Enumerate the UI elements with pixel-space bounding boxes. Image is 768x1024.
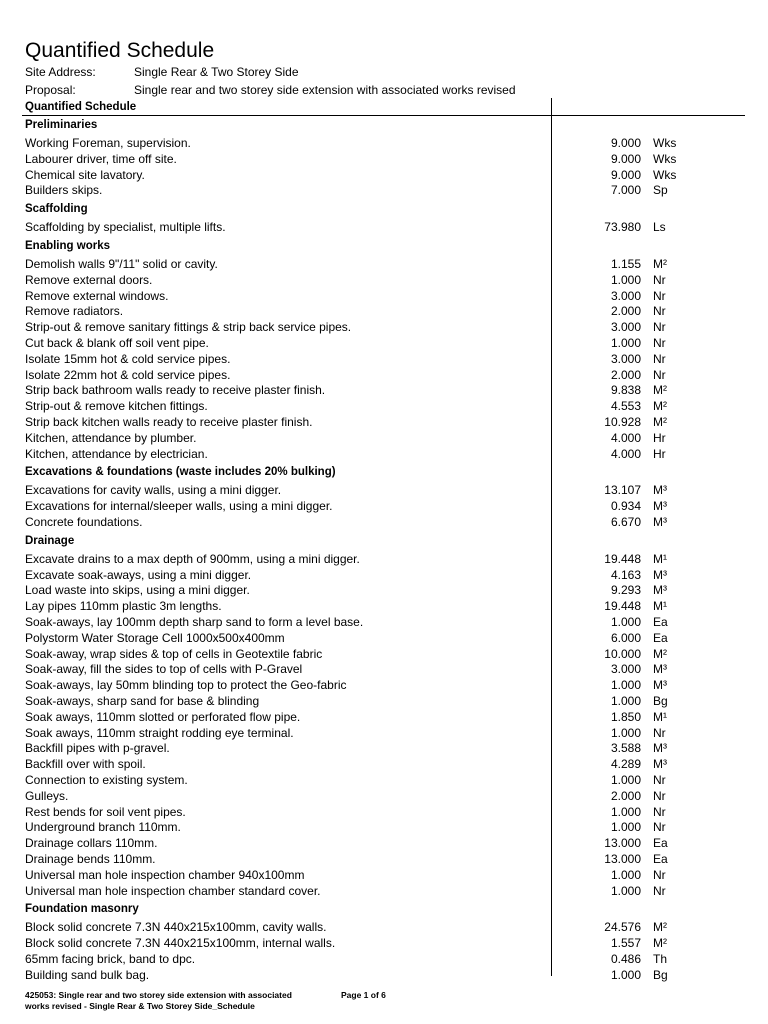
- item-quantity: 9.838: [610, 383, 641, 398]
- schedule-row: [0, 583, 768, 598]
- item-description: Universal man hole inspection chamber standard cover.: [25, 883, 321, 898]
- schedule-row: [0, 415, 768, 430]
- item-unit: M²: [653, 257, 667, 271]
- item-description: Load waste into skips, using a mini digger.: [25, 583, 250, 598]
- item-unit: Bg: [653, 694, 668, 708]
- schedule-row: [0, 805, 768, 820]
- item-unit: Ea: [653, 630, 668, 645]
- item-unit: Wks: [653, 136, 677, 150]
- item-unit: Th: [653, 952, 668, 966]
- schedule-row: [0, 820, 768, 835]
- schedule-row: [0, 304, 768, 319]
- item-unit: Nr: [653, 725, 666, 740]
- item-description: Chemical site lavatory.: [25, 167, 145, 182]
- item-description: Soak-aways, sharp sand for base & blinding: [25, 694, 260, 708]
- item-description: Strip back kitchen walls ready to receive plaster finish.: [25, 415, 313, 429]
- item-description: Excavate soak-aways, using a mini digger.: [25, 567, 252, 582]
- schedule-row: [0, 662, 768, 677]
- item-description: Block solid concrete 7.3N 440x215x100mm, internal walls.: [25, 936, 336, 951]
- schedule-row: [0, 352, 768, 367]
- item-description: Scaffolding by specialist, multiple lifts.: [25, 220, 226, 235]
- section-heading: Excavations & foundations (waste includes 20% bulking): [25, 466, 336, 479]
- schedule-row: [0, 789, 768, 804]
- site-address-value: Single Rear & Two Storey Side: [134, 65, 299, 79]
- item-unit: Ls: [653, 220, 666, 235]
- item-unit: M³: [653, 567, 667, 582]
- item-quantity: 3.588: [610, 741, 641, 756]
- item-description: Soak-away, wrap sides & top of cells in Geotextile fabric: [25, 646, 323, 661]
- item-quantity: 1.557: [610, 936, 641, 951]
- item-quantity: 9.000: [610, 136, 641, 150]
- item-description: Isolate 15mm hot & cold service pipes.: [25, 351, 231, 366]
- item-description: Strip-out & remove sanitary fittings & strip back service pipes.: [25, 320, 352, 335]
- section-heading: Preliminaries: [25, 119, 98, 131]
- item-description: Block solid concrete 7.3N 440x215x100mm, cavity walls.: [25, 920, 327, 935]
- schedule-row: [0, 726, 768, 741]
- item-quantity: 73.980: [604, 220, 641, 235]
- item-quantity: 2.000: [610, 788, 641, 803]
- item-unit: Nr: [653, 336, 666, 350]
- proposal-value: Single rear and two storey side extension with associated works revised: [134, 83, 516, 97]
- item-description: Strip-out & remove kitchen fittings.: [25, 399, 208, 414]
- schedule-heading: Quantified Schedule: [25, 101, 137, 113]
- schedule-row: [0, 936, 768, 951]
- item-unit: Nr: [653, 367, 666, 382]
- item-unit: M²: [653, 383, 667, 398]
- item-unit: Ea: [653, 852, 668, 866]
- site-address-label: Site Address:: [25, 65, 96, 79]
- item-quantity: 0.486: [610, 952, 641, 966]
- item-quantity: 1.000: [610, 883, 641, 898]
- item-quantity: 3.000: [610, 662, 641, 677]
- schedule-row: [0, 568, 768, 583]
- item-unit: Nr: [653, 272, 666, 287]
- footer-line-2: works revised - Single Rear & Two Storey Side_Schedule: [25, 1001, 255, 1011]
- schedule-row: [0, 773, 768, 788]
- item-quantity: 6.000: [610, 630, 641, 645]
- item-unit: Wks: [653, 151, 677, 166]
- item-quantity: 2.000: [610, 367, 641, 382]
- schedule-row: [0, 852, 768, 867]
- item-quantity: 4.000: [610, 446, 641, 461]
- item-unit: M²: [653, 399, 667, 414]
- item-description: Underground branch 110mm.: [25, 820, 181, 835]
- item-unit: M²: [653, 936, 667, 951]
- item-unit: M²: [653, 920, 667, 935]
- item-unit: Nr: [653, 351, 666, 366]
- schedule-row: [0, 136, 768, 151]
- item-description: Backfill pipes with p-gravel.: [25, 741, 170, 756]
- item-unit: Nr: [653, 773, 666, 787]
- item-description: Excavations for internal/sleeper walls, using a mini digger.: [25, 499, 333, 514]
- item-unit: Hr: [653, 446, 666, 461]
- item-quantity: 1.000: [610, 678, 641, 693]
- item-quantity: 6.670: [610, 515, 641, 529]
- item-quantity: 1.000: [610, 867, 641, 882]
- item-quantity: 4.289: [610, 757, 641, 772]
- item-quantity: 1.000: [610, 336, 641, 350]
- section-heading: Drainage: [25, 534, 75, 547]
- schedule-row: [0, 220, 768, 235]
- schedule-row: [0, 289, 768, 304]
- schedule-row: [0, 757, 768, 772]
- item-unit: M¹: [653, 709, 667, 724]
- item-description: 65mm facing brick, band to dpc.: [25, 952, 196, 966]
- item-quantity: 1.000: [610, 773, 641, 787]
- schedule-row: [0, 399, 768, 414]
- item-unit: M²: [653, 646, 667, 661]
- item-unit: Wks: [653, 167, 677, 182]
- item-unit: Bg: [653, 967, 668, 982]
- schedule-row: [0, 952, 768, 967]
- item-unit: Ea: [653, 836, 668, 851]
- schedule-row: [0, 336, 768, 351]
- schedule-row: [0, 320, 768, 335]
- item-description: Remove radiators.: [25, 304, 124, 319]
- item-quantity: 9.000: [610, 151, 641, 166]
- item-quantity: 1.155: [610, 257, 641, 271]
- schedule-row: [0, 168, 768, 183]
- schedule-row: [0, 868, 768, 883]
- item-quantity: 3.000: [610, 320, 641, 335]
- item-description: Drainage collars 110mm.: [25, 836, 158, 851]
- schedule-row: [0, 368, 768, 383]
- item-unit: M³: [653, 583, 667, 598]
- item-description: Working Foreman, supervision.: [25, 136, 191, 150]
- item-description: Strip back bathroom walls ready to receive plaster finish.: [25, 383, 326, 398]
- item-unit: Nr: [653, 788, 666, 803]
- schedule-row: [0, 920, 768, 935]
- item-quantity: 1.000: [610, 804, 641, 819]
- item-description: Soak-aways, lay 100mm depth sharp sand to form a level base.: [25, 615, 364, 629]
- item-unit: Nr: [653, 883, 666, 898]
- item-quantity: 1.000: [610, 272, 641, 287]
- item-description: Lay pipes 110mm plastic 3m lengths.: [25, 599, 222, 614]
- schedule-row: [0, 710, 768, 725]
- item-unit: Sp: [653, 183, 668, 198]
- item-description: Soak aways, 110mm slotted or perforated flow pipe.: [25, 709, 301, 724]
- schedule-row: [0, 483, 768, 498]
- schedule-row: [0, 741, 768, 756]
- item-quantity: 10.928: [604, 415, 641, 429]
- item-description: Universal man hole inspection chamber 940x100mm: [25, 867, 305, 882]
- item-quantity: 7.000: [610, 183, 641, 198]
- schedule-row: [0, 431, 768, 446]
- item-description: Drainage bends 110mm.: [25, 852, 156, 866]
- schedule-row: [0, 383, 768, 398]
- item-quantity: 19.448: [604, 551, 641, 566]
- item-unit: M¹: [653, 599, 667, 614]
- item-quantity: 3.000: [610, 288, 641, 303]
- item-unit: M¹: [653, 551, 667, 566]
- item-unit: Nr: [653, 820, 666, 835]
- item-quantity: 1.000: [610, 694, 641, 708]
- item-description: Concrete foundations.: [25, 515, 143, 529]
- item-description: Excavations for cavity walls, using a mini digger.: [25, 483, 282, 498]
- schedule-row: [0, 499, 768, 514]
- item-quantity: 4.163: [610, 567, 641, 582]
- schedule-row: [0, 257, 768, 272]
- schedule-row: [0, 599, 768, 614]
- item-description: Soak aways, 110mm straight rodding eye terminal.: [25, 725, 294, 740]
- schedule-row: [0, 447, 768, 462]
- item-description: Excavate drains to a max depth of 900mm, using a mini digger.: [25, 551, 360, 566]
- item-description: Soak-aways, lay 50mm blinding top to protect the Geo-fabric: [25, 678, 347, 693]
- schedule-row: [0, 647, 768, 662]
- item-quantity: 1.000: [610, 615, 641, 629]
- item-description: Demolish walls 9"/11" solid or cavity.: [25, 257, 218, 271]
- item-unit: M²: [653, 415, 667, 429]
- item-quantity: 10.000: [604, 646, 641, 661]
- item-quantity: 1.000: [610, 967, 641, 982]
- item-description: Remove external windows.: [25, 288, 169, 303]
- item-unit: Nr: [653, 804, 666, 819]
- schedule-row: [0, 884, 768, 899]
- item-quantity: 13.000: [604, 836, 641, 851]
- item-quantity: 1.000: [610, 725, 641, 740]
- item-description: Connection to existing system.: [25, 773, 188, 787]
- item-quantity: 9.000: [610, 167, 641, 182]
- item-description: Backfill over with spoil.: [25, 757, 146, 772]
- item-quantity: 13.107: [604, 483, 641, 498]
- section-heading: Scaffolding: [25, 203, 88, 216]
- item-quantity: 4.000: [610, 430, 641, 445]
- item-unit: M³: [653, 515, 667, 529]
- schedule-row: [0, 552, 768, 567]
- item-unit: M³: [653, 678, 667, 693]
- item-description: Kitchen, attendance by plumber.: [25, 430, 197, 445]
- schedule-row: [0, 615, 768, 630]
- item-unit: Nr: [653, 304, 666, 319]
- schedule-row: [0, 515, 768, 530]
- item-quantity: 9.293: [610, 583, 641, 598]
- item-unit: Nr: [653, 867, 666, 882]
- item-description: Builders skips.: [25, 183, 103, 198]
- item-quantity: 2.000: [610, 304, 641, 319]
- item-unit: M³: [653, 757, 667, 772]
- schedule-row: [0, 273, 768, 288]
- schedule-row: [0, 678, 768, 693]
- section-heading: Enabling works: [25, 240, 110, 252]
- item-unit: M³: [653, 662, 667, 677]
- schedule-row: [0, 968, 768, 983]
- item-unit: Hr: [653, 430, 666, 445]
- item-description: Isolate 22mm hot & cold service pipes.: [25, 367, 231, 382]
- item-quantity: 3.000: [610, 351, 641, 366]
- item-description: Building sand bulk bag.: [25, 967, 150, 982]
- item-quantity: 4.553: [610, 399, 641, 414]
- item-unit: Nr: [653, 288, 666, 303]
- schedule-row: [0, 836, 768, 851]
- item-description: Gulleys.: [25, 788, 69, 803]
- item-description: Remove external doors.: [25, 272, 153, 287]
- item-description: Kitchen, attendance by electrician.: [25, 446, 208, 461]
- page-title: Quantified Schedule: [25, 39, 215, 62]
- item-description: Labourer driver, time off site.: [25, 151, 177, 166]
- item-unit: M³: [653, 483, 667, 498]
- item-quantity: 0.934: [610, 499, 641, 514]
- item-description: Soak-away, fill the sides to top of cells with P-Gravel: [25, 662, 303, 677]
- proposal-label: Proposal:: [25, 83, 76, 97]
- item-description: Polystorm Water Storage Cell 1000x500x400mm: [25, 630, 285, 645]
- schedule-row: [0, 183, 768, 198]
- item-unit: M³: [653, 741, 667, 756]
- section-heading: Foundation masonry: [25, 903, 139, 916]
- item-description: Cut back & blank off soil vent pipe.: [25, 336, 209, 350]
- item-quantity: 1.850: [610, 709, 641, 724]
- item-quantity: 13.000: [604, 852, 641, 866]
- item-quantity: 24.576: [604, 920, 641, 935]
- schedule-row: [0, 694, 768, 709]
- page-footer: [25, 990, 386, 1012]
- item-description: Rest bends for soil vent pipes.: [25, 804, 186, 819]
- footer-line-1: 425053: Single rear and two storey side extension with associated: [25, 990, 292, 1000]
- schedule-row: [0, 631, 768, 646]
- item-quantity: 19.448: [604, 599, 641, 614]
- item-quantity: 1.000: [610, 820, 641, 835]
- item-unit: Nr: [653, 320, 666, 335]
- schedule-row: [0, 152, 768, 167]
- footer-page-number: Page 1 of 6: [341, 990, 386, 1000]
- item-unit: M³: [653, 499, 667, 514]
- item-unit: Ea: [653, 615, 668, 629]
